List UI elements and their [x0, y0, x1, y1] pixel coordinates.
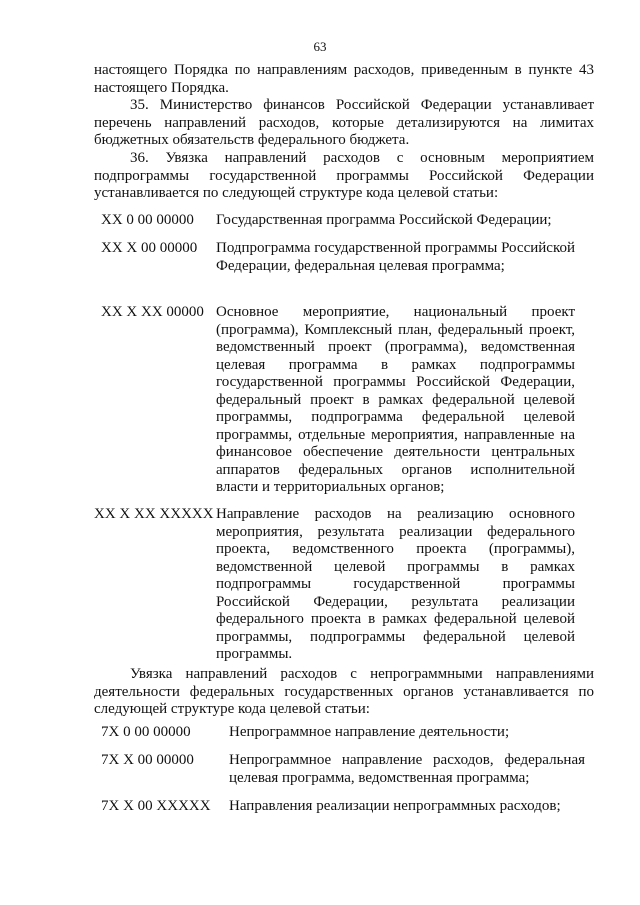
code-description: Непрограммное направление расходов, федеральная целевая программа, ведомственная программа; [229, 752, 585, 786]
code-description: Основное мероприятие, национальный проект (программа), Комплексный план, федеральный проект, ведомственный проект (программа), ведомственная целевая программа в рамках подпрограммы государственной программы Российской Федерации, федеральный проект в рамках федеральной целевой программы, подпрограмма федеральной целевой программы, отдельные мероприятия, направленные на финансовое обеспечение деятельности центральных аппаратов федеральных органов исполнительной власти и территориальных органов; [216, 304, 575, 495]
code-description: Государственная программа Российской Федерации; [216, 212, 552, 228]
code-label: 7Х 0 00 00000 [101, 724, 191, 740]
paragraph-continued: настоящего Порядка по направлениям расходов, приведенным в пункте 43 настоящего Порядка. [94, 62, 594, 96]
paragraph-35: 35. Министерство финансов Российской Федерации устанавливает перечень направлений расходов, которые детализируются на лимитах бюджетных обязательств федерального бюджета. [94, 97, 594, 148]
code-label: ХХ Х ХХ ХХХХХ [94, 506, 214, 522]
paragraph-nonprogram: Увязка направлений расходов с непрограммными направлениями деятельности федеральных государственных органов устанавливается по следующей структуре кода целевой статьи: [94, 666, 594, 717]
code-label: ХХ 0 00 00000 [101, 212, 194, 228]
code-description: Подпрограмма государственной программы Российской Федерации, федеральная целевая программа; [216, 240, 575, 274]
page-number: 63 [313, 39, 327, 54]
code-label: ХХ Х ХХ 00000 [101, 304, 204, 320]
code-label: ХХ Х 00 00000 [101, 240, 198, 256]
code-label: 7Х Х 00 00000 [101, 752, 194, 768]
code-description: Непрограммное направление деятельности; [229, 724, 510, 740]
code-description: Направление расходов на реализацию основного мероприятия, результата реализации федерального проекта, ведомственного проекта (программы), ведомственной целевой программы в рамках подпрограммы государственной программы Российской Федерации, результата реализации федерального проекта в рамках федеральной целевой программы, подпрограммы федеральной целевой программы. [216, 506, 575, 662]
code-label: 7Х Х 00 ХХХХХ [101, 798, 211, 814]
paragraph-36: 36. Увязка направлений расходов с основным мероприятием подпрограммы государственной программы Российской Федерации устанавливается по следующей структуре кода целевой статьи: [94, 150, 594, 201]
code-description: Направления реализации непрограммных расходов; [229, 798, 561, 814]
